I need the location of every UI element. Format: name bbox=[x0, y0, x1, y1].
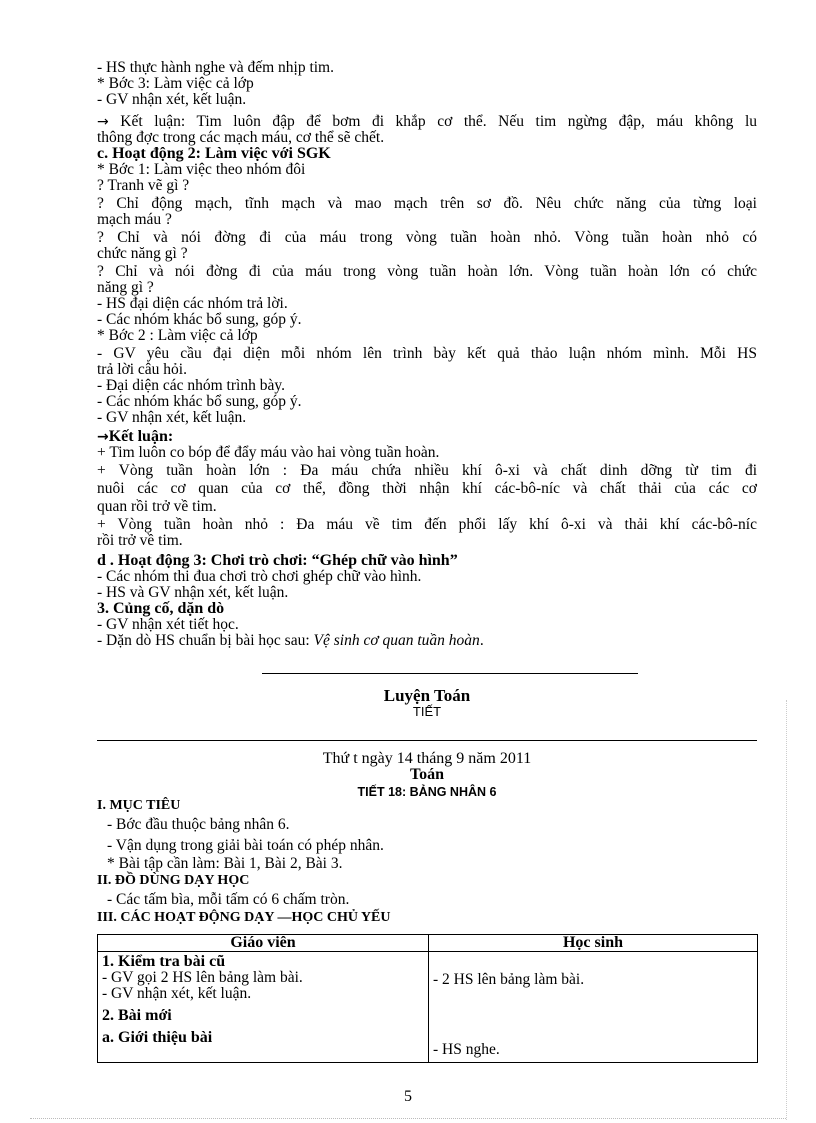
text-line: + Vòng tuần hoàn nhỏ : Đa máu về tim đến phổi lấy khí ô-xi và thải khí các-bô-níc bbox=[97, 516, 757, 533]
heading: d . Hoạt động 3: Chơi trò chơi: “Ghép chữ vào hình” bbox=[97, 552, 458, 569]
luyen-toan-title: Luyện Toán bbox=[383, 686, 471, 705]
text-line: mạch máu ? bbox=[97, 211, 172, 228]
table-heading: 1. Kiểm tra bài cũ bbox=[102, 953, 226, 970]
heading: c. Hoạt động 2: Làm việc với SGK bbox=[97, 145, 331, 162]
activity-section bbox=[97, 60, 757, 649]
text-line: - Các tấm bìa, mỗi tấm có 6 chấm tròn. bbox=[107, 891, 350, 908]
teacher-cell bbox=[98, 952, 429, 1063]
text-line: năng gì ? bbox=[97, 279, 154, 296]
text-line: - GV nhận xét, kết luận. bbox=[97, 409, 247, 426]
luyen-toan-subtitle: TIẾT bbox=[412, 704, 442, 719]
text-line: - HS và GV nhận xét, kết luận. bbox=[97, 584, 289, 601]
lesson-date: Thứ t ngày 14 tháng 9 năm 2011 bbox=[322, 750, 532, 767]
lesson-plan-table bbox=[97, 934, 758, 1063]
text-line: - Các nhóm khác bổ sung, góp ý. bbox=[97, 393, 302, 410]
section-heading: I. MỤC TIÊU bbox=[97, 798, 181, 813]
arrow-right-icon: → bbox=[97, 114, 109, 130]
text-line: - Các nhóm khác bổ sung, góp ý. bbox=[97, 311, 302, 328]
conclusion-heading: →Kết luận: bbox=[97, 428, 174, 445]
text-line: thông đợc trong các mạch máu, cơ thể sẽ chết. bbox=[97, 129, 385, 146]
text-line: + Tim luôn co bóp để đẩy máu vào hai vòng tuần hoàn. bbox=[97, 444, 440, 461]
text-line: * Bớc 3: Làm việc cả lớp bbox=[97, 75, 254, 92]
text-line: quan rồi trở về tim. bbox=[97, 498, 217, 515]
divider bbox=[97, 740, 757, 741]
text-line: * Bài tập cần làm: Bài 1, Bài 2, Bài 3. bbox=[107, 855, 343, 872]
page-border bbox=[786, 700, 787, 1120]
table-heading: a. Giới thiệu bài bbox=[102, 1029, 213, 1046]
lesson-title: TIẾT 18: BẢNG NHÂN 6 bbox=[357, 785, 497, 799]
text-line: ? Chỉ và nói đờng đi của máu trong vòng tuần hoàn lớn. Vòng tuần hoàn lớn có chức bbox=[97, 263, 757, 280]
student-cell bbox=[429, 952, 758, 1063]
text-line: rồi trở về tim. bbox=[97, 532, 183, 549]
text-line: - Dặn dò HS chuẩn bị bài học sau: Vệ sinh cơ quan tuần hoàn. bbox=[97, 632, 484, 649]
text-line: - GV nhận xét, kết luận. bbox=[102, 985, 252, 1002]
text-line: * Bớc 2 : Làm việc cả lớp bbox=[97, 327, 258, 344]
text-line: ? Chỉ động mạch, tĩnh mạch và mao mạch trên sơ đồ. Nêu chức năng của từng loại bbox=[97, 195, 757, 212]
text-line: - Các nhóm thi đua chơi trò chơi ghép chữ vào hình. bbox=[97, 568, 422, 585]
text-line: - Bớc đầu thuộc bảng nhân 6. bbox=[107, 816, 290, 833]
table-row bbox=[98, 952, 758, 1063]
next-lesson-title: Vệ sinh cơ quan tuần hoàn bbox=[313, 632, 480, 649]
text-line: - 2 HS lên bảng làm bài. bbox=[433, 971, 585, 988]
text-line: - GV nhận xét, kết luận. bbox=[97, 91, 247, 108]
table-heading: 2. Bài mới bbox=[102, 1007, 172, 1024]
text-line: trả lời câu hỏi. bbox=[97, 361, 187, 378]
column-header-teacher: Giáo viên bbox=[98, 935, 429, 952]
heading: 3. Củng cố, dặn dò bbox=[97, 600, 225, 617]
divider bbox=[262, 673, 638, 674]
lesson-objectives bbox=[97, 798, 757, 926]
text-line: ? Tranh vẽ gì ? bbox=[97, 177, 190, 194]
text-line: - Đại diện các nhóm trình bày. bbox=[97, 377, 285, 394]
conclusion-line: → Kết luận: Tim luôn đập để bơm đi khắp cơ thể. Nếu tim ngừng đập, máu không lu bbox=[97, 113, 758, 130]
text-line: - HS thực hành nghe và đếm nhịp tim. bbox=[97, 59, 334, 76]
page-number: 5 bbox=[404, 1088, 412, 1105]
lesson-subject: Toán bbox=[409, 766, 445, 783]
column-header-student: Học sinh bbox=[429, 935, 758, 952]
text-line: chức năng gì ? bbox=[97, 245, 188, 262]
text-line: - Vận dụng trong giải bài toán có phép nhân. bbox=[107, 837, 384, 854]
text-line: nuôi các cơ quan của cơ thể, đồng thời nhận khí các-bô-níc và chất thải của các cơ bbox=[97, 480, 757, 497]
text-line: - GV yêu cầu đại diện mỗi nhóm lên trình bày kết quả thảo luận nhóm mình. Mỗi HS bbox=[97, 345, 757, 362]
text-line: ? Chỉ và nói đờng đi của máu trong vòng tuần hoàn nhỏ. Vòng tuần hoàn nhỏ có bbox=[97, 229, 757, 246]
text-line: - HS nghe. bbox=[433, 1041, 500, 1058]
section-heading: II. ĐỒ DÙNG DẠY HỌC bbox=[97, 873, 250, 888]
text-line: - HS đại diện các nhóm trả lời. bbox=[97, 295, 288, 312]
text-line: * Bớc 1: Làm việc theo nhóm đôi bbox=[97, 161, 306, 178]
page-border bbox=[30, 1118, 786, 1119]
text-line: - GV nhận xét tiết học. bbox=[97, 616, 239, 633]
text-line: - GV gọi 2 HS lên bảng làm bài. bbox=[102, 969, 303, 986]
section-heading: III. CÁC HOẠT ĐỘNG DẠY —HỌC CHỦ YẾU bbox=[97, 910, 391, 925]
arrow-right-icon: → bbox=[97, 429, 109, 445]
text-line: + Vòng tuần hoàn lớn : Đa máu chứa nhiều khí ô-xi và chất dinh dỡng từ tim đi bbox=[97, 462, 757, 479]
table-header-row bbox=[98, 935, 758, 952]
